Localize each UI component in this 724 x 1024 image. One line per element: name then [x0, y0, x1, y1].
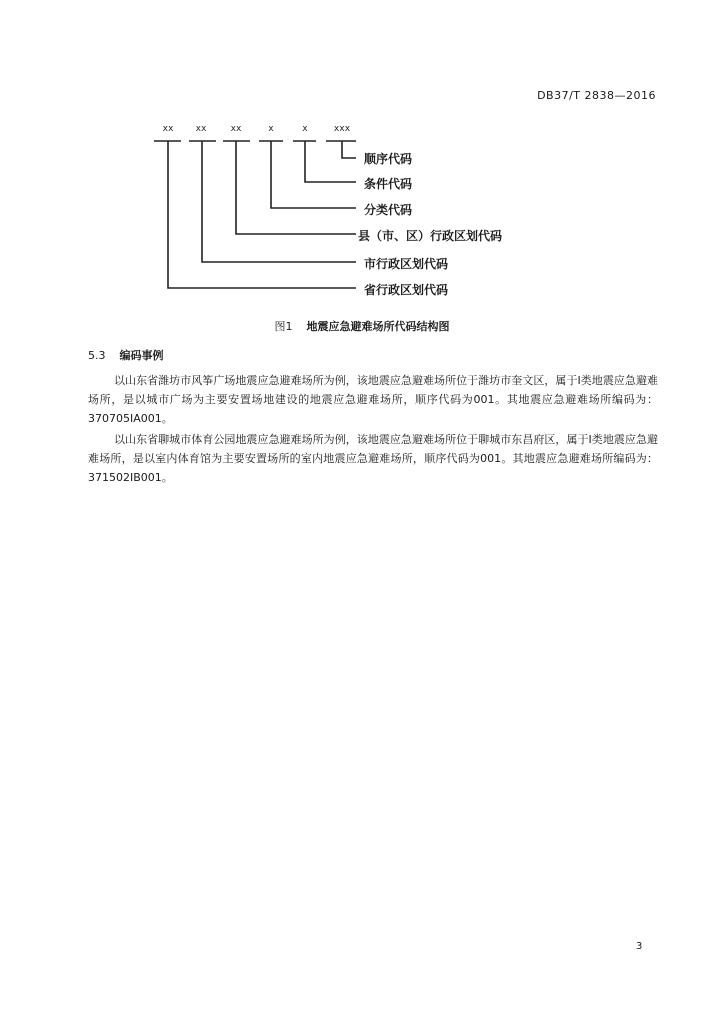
label-province-code: 省行政区划代码	[364, 283, 449, 297]
label-sequence-code: 顺序代码	[364, 152, 413, 166]
label-condition-code: 条件代码	[364, 177, 413, 191]
segment-label-county: xx	[230, 124, 242, 134]
label-category-code: 分类代码	[364, 203, 413, 217]
label-county-code: 县（市、区）行政区划代码	[358, 229, 503, 243]
figure-caption	[0, 318, 724, 334]
segment-label-category: x	[268, 124, 274, 134]
section-number: 5.3	[88, 349, 106, 362]
standard-code-header: DB37/T 2838—2016	[537, 89, 656, 102]
connector-condition	[305, 141, 356, 182]
connector-city	[202, 141, 356, 262]
label-city-code: 市行政区划代码	[364, 257, 449, 271]
segment-label-city: xx	[195, 124, 207, 134]
connector-category	[271, 141, 356, 208]
code-structure-diagram	[0, 0, 724, 320]
connector-province	[168, 141, 356, 288]
segment-label-sequence: xxx	[333, 124, 351, 134]
page-number: 3	[636, 941, 643, 952]
figure-number: 图1	[274, 320, 293, 333]
figure-title: 地震应急避难场所代码结构图	[306, 320, 450, 333]
connector-county	[236, 141, 356, 234]
section-heading	[88, 347, 164, 363]
section-title: 编码事例	[119, 349, 164, 362]
segment-label-condition: x	[302, 124, 308, 134]
example-paragraph-weifang: 以山东省潍坊市风筝广场地震应急避难场所为例，该地震应急避难场所位于潍坊市奎文区，属于Ⅰ类地震应急避难场所，是以城市广场为主要安置场地建设的地震应急避难场所，顺序代码为001。其地震应急避难场所编码为：370705ⅠA001。	[88, 374, 658, 425]
segment-label-province: xx	[162, 124, 174, 134]
diagram-connector-lines	[0, 0, 724, 320]
connector-sequence	[342, 141, 356, 158]
example-paragraph-liaocheng: 以山东省聊城市体育公园地震应急避难场所为例，该地震应急避难场所位于聊城市东昌府区，属于Ⅰ类地震应急避难场所，是以室内体育馆为主要安置场所的室内地震应急避难场所，顺序代码为001。其地震应急避难场所编码为：371502ⅠB001。	[88, 433, 658, 484]
